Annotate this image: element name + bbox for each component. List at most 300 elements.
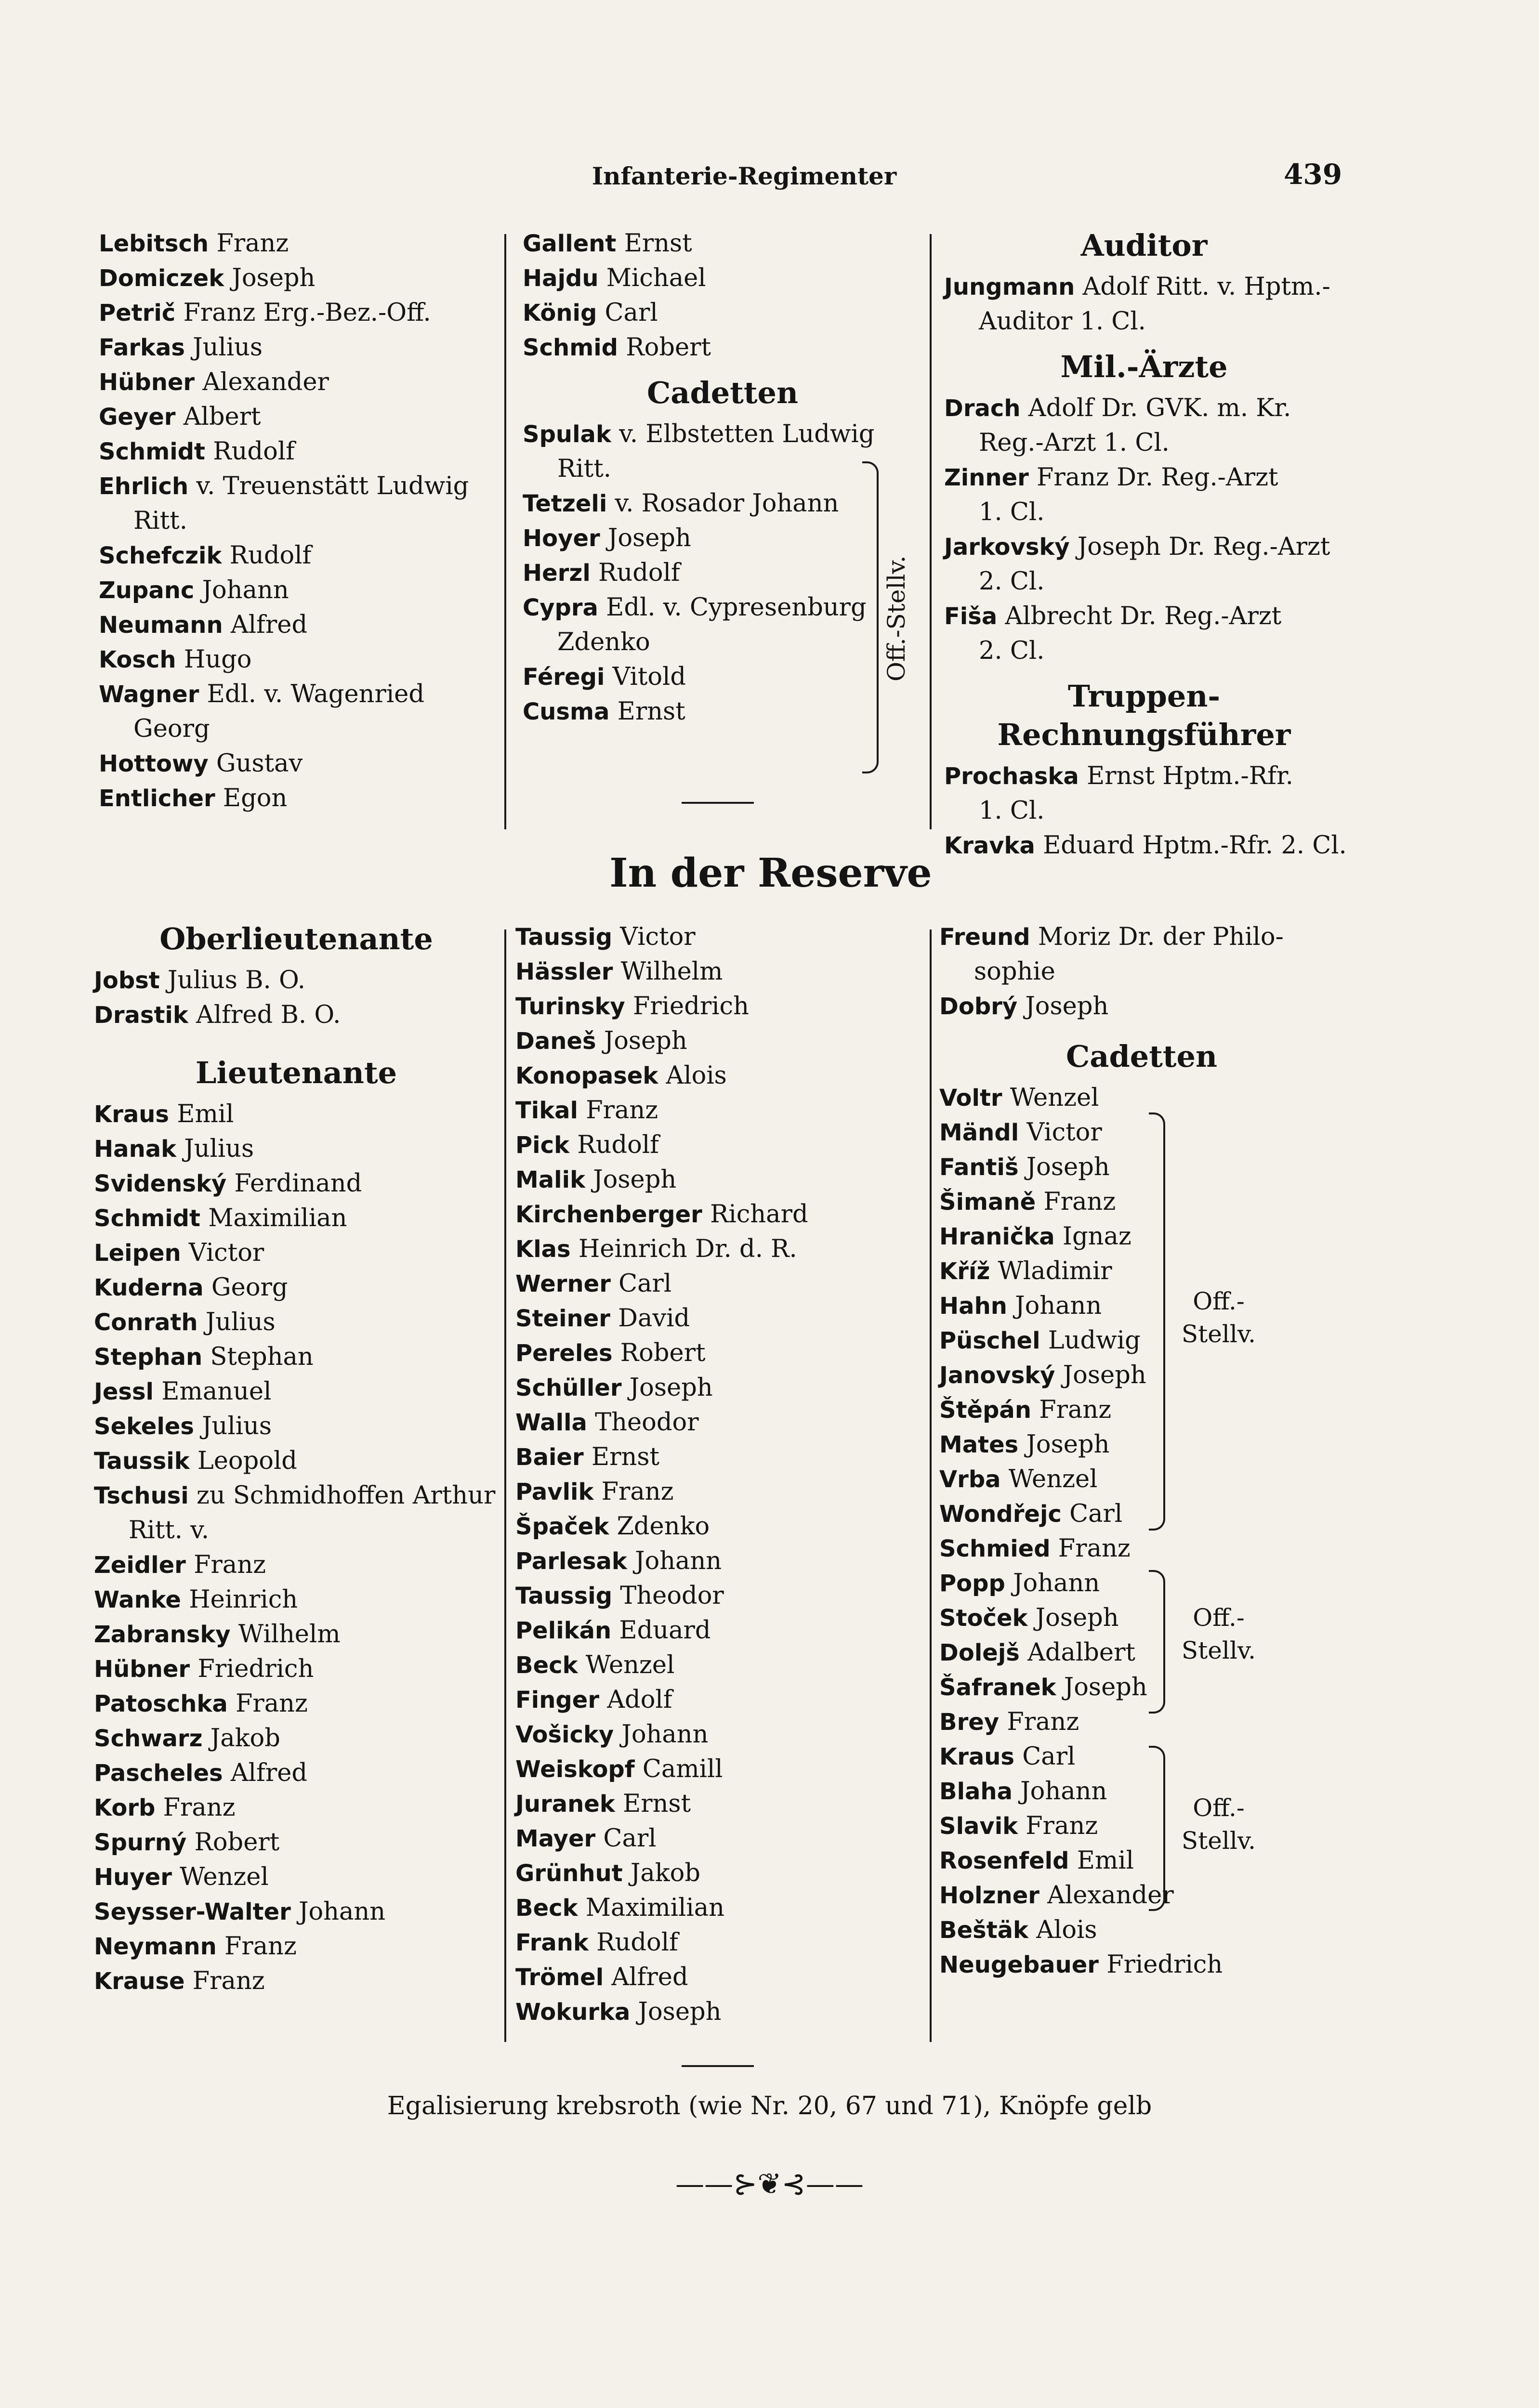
surname: Neumann — [99, 612, 223, 639]
continuation: Auditor 1. Cl. — [979, 307, 1146, 336]
continuation: Ritt. v. — [129, 1516, 210, 1544]
list-entry — [515, 1856, 920, 1891]
given-name: Egon — [223, 784, 288, 812]
given-name: Leopold — [197, 1447, 297, 1475]
given-name: Rudolf — [598, 559, 680, 587]
given-name: Ernst — [622, 1790, 691, 1818]
surname: Juranek — [515, 1791, 615, 1818]
surname: Stephan — [94, 1344, 203, 1371]
list-entry — [939, 920, 1344, 955]
surname: Neymann — [94, 1933, 217, 1960]
bracket-label-1: Off.- Stellv. — [1181, 1287, 1256, 1348]
given-name: David — [618, 1304, 690, 1333]
given-name: Heinrich — [189, 1585, 298, 1614]
surname: Domiczek — [99, 265, 224, 292]
list-entry — [99, 434, 499, 469]
given-name: Stephan — [210, 1343, 314, 1371]
column-rule-right-top — [930, 234, 932, 829]
given-name: Joseph — [629, 1374, 713, 1402]
list-entry — [94, 1721, 499, 1756]
surname: Turinsky — [515, 993, 625, 1020]
surname: Beck — [515, 1652, 578, 1679]
surname: Rosenfeld — [939, 1847, 1069, 1874]
given-name: Johann — [635, 1547, 722, 1575]
surname: Prochaska — [944, 763, 1079, 790]
list-entry — [939, 1670, 1344, 1705]
list-entry — [94, 1097, 499, 1132]
surname: Korb — [94, 1794, 156, 1821]
continuation: 1. Cl. — [979, 797, 1045, 825]
given-name: Friedrich — [1106, 1950, 1223, 1979]
surname: Holzner — [939, 1882, 1039, 1909]
given-name: Alfred — [611, 1963, 688, 1991]
surname: Petrič — [99, 300, 176, 327]
given-name: Albert — [183, 403, 261, 431]
given-name: Adalbert — [1027, 1638, 1135, 1667]
surname: Mayer — [515, 1825, 596, 1852]
given-name: Wenzel — [585, 1651, 675, 1679]
given-name: Theodor — [595, 1408, 699, 1437]
given-name: Camill — [642, 1755, 723, 1783]
surname: Slavik — [939, 1813, 1018, 1840]
surname: Klas — [515, 1236, 571, 1263]
given-name: Alfred B. O. — [196, 1001, 341, 1029]
bracket-label-3: Off.- Stellv. — [1181, 1794, 1256, 1855]
surname: Blaha — [939, 1778, 1013, 1805]
given-name: Adolf — [607, 1686, 672, 1714]
given-name: Carl — [603, 1824, 657, 1853]
list-entry — [94, 1340, 499, 1374]
continuation: Reg.-Arzt 1. Cl. — [979, 429, 1170, 457]
list-entry — [515, 1752, 920, 1787]
surname: Drach — [944, 395, 1021, 422]
list-entry — [94, 1374, 499, 1409]
surname: Grünhut — [515, 1860, 623, 1887]
surname: Vrba — [939, 1466, 1001, 1493]
given-name: Franz Erg.-Bez.-Off. — [183, 299, 431, 327]
surname: Hranička — [939, 1223, 1055, 1250]
surname: Spurný — [94, 1829, 187, 1856]
surname: Pelikán — [515, 1617, 612, 1644]
given-name: Franz — [1039, 1396, 1112, 1424]
surname: Hässler — [515, 958, 613, 985]
list-entry — [515, 1544, 920, 1579]
given-name: Michael — [606, 264, 706, 292]
given-name: Alexander — [1047, 1881, 1174, 1910]
surname: Wanke — [94, 1586, 181, 1613]
list-entry — [515, 1613, 920, 1648]
surname: Janovský — [939, 1362, 1055, 1389]
list-entry — [515, 1059, 920, 1093]
list-entry — [939, 1844, 1344, 1878]
bracket-res-cadets-2 — [1149, 1570, 1165, 1714]
list-entry — [939, 1913, 1344, 1948]
given-name: Franz — [586, 1096, 658, 1125]
given-name: Joseph — [1063, 1361, 1146, 1389]
given-name: Joseph — [1064, 1673, 1147, 1701]
footer-note: Egalisierung krebsroth (wie Nr. 20, 67 und 71), Knöpfe gelb — [387, 2092, 1152, 2120]
list-entry — [515, 1197, 920, 1232]
list-entry — [99, 296, 499, 330]
list-entry — [94, 1791, 499, 1825]
surname: Pavlik — [515, 1479, 594, 1505]
surname: Walla — [515, 1409, 587, 1436]
given-name: Victor — [1026, 1118, 1102, 1147]
list-entry — [939, 1878, 1344, 1913]
list-entry — [94, 1132, 499, 1166]
surname: Entlicher — [99, 785, 215, 812]
list-entry — [939, 1774, 1344, 1809]
given-name: Franz — [1007, 1708, 1079, 1736]
surname: Patoschka — [94, 1690, 228, 1717]
list-entry — [99, 608, 499, 642]
surname: Lebitsch — [99, 230, 209, 257]
surname: Jungmann — [944, 274, 1075, 301]
list-entry — [939, 1081, 1344, 1115]
list-entry — [515, 1821, 920, 1856]
list-entry — [94, 1929, 499, 1964]
given-name: Robert — [194, 1828, 280, 1857]
given-name: zu Schmidhoffen Arthur — [196, 1481, 496, 1510]
surname: Tetzeli — [523, 490, 607, 517]
surname: Seysser-Walter — [94, 1898, 291, 1925]
surname: Herzl — [523, 560, 591, 587]
given-name: Eduard Hptm.-Rfr. 2. Cl. — [1043, 831, 1347, 860]
given-name: Julius — [202, 1412, 272, 1440]
surname: Zabransky — [94, 1621, 231, 1648]
given-name: Johann — [1015, 1292, 1102, 1320]
list-entry — [515, 1925, 920, 1960]
given-name: Emanuel — [161, 1377, 272, 1406]
given-name: Edl. v. Cypresenburg — [606, 593, 867, 622]
list-entry — [515, 1405, 920, 1440]
surname: Freund — [939, 924, 1030, 951]
surname: Kříž — [939, 1258, 990, 1285]
surname: Cusma — [523, 698, 610, 725]
list-entry — [515, 1440, 920, 1475]
surname: Pick — [515, 1132, 570, 1159]
given-name: Wenzel — [1008, 1465, 1098, 1493]
given-name: Johann — [1013, 1569, 1100, 1597]
surname: Špaček — [515, 1513, 609, 1540]
list-entry — [515, 955, 920, 989]
list-entry — [944, 599, 1344, 634]
surname: Schefczik — [99, 542, 222, 569]
list-entry — [99, 781, 499, 816]
given-name: Vitold — [612, 663, 686, 691]
given-name: Ernst — [617, 697, 685, 726]
surname: Neugebauer — [939, 1951, 1099, 1978]
bracket-cadets-top — [862, 461, 879, 773]
surname: Hajdu — [523, 265, 599, 292]
list-entry — [515, 1579, 920, 1613]
continuation: Ritt. — [133, 507, 187, 535]
surname: Mates — [939, 1431, 1019, 1458]
list-entry — [515, 1475, 920, 1509]
list-entry — [515, 1717, 920, 1752]
section-title-cadetten: Cadetten — [646, 375, 799, 410]
surname: Huyer — [94, 1864, 172, 1891]
continuation: 1. Cl. — [979, 498, 1045, 526]
section-title-rechnungsfuehrer: Truppen-Rechnungsführer — [997, 679, 1291, 752]
given-name: Joseph — [1035, 1604, 1119, 1632]
list-entry — [515, 1995, 920, 2029]
surname: Trömel — [515, 1964, 604, 1991]
list-entry — [944, 759, 1344, 794]
given-name: Joseph — [607, 524, 691, 552]
offstellv-vertical-label: Off.-Stellv. — [882, 555, 910, 681]
surname: Mändl — [939, 1119, 1019, 1146]
given-name: Robert — [620, 1339, 706, 1367]
surname: Krause — [94, 1968, 185, 1995]
given-name: Carl — [1022, 1742, 1076, 1771]
list-entry — [515, 1683, 920, 1717]
list-entry — [94, 1305, 499, 1340]
given-name: Wenzel — [180, 1863, 269, 1891]
surname: Leipen — [94, 1240, 181, 1267]
given-name: Zdenko — [617, 1512, 710, 1541]
given-name: Franz — [235, 1689, 308, 1718]
given-name: Theodor — [620, 1582, 724, 1610]
list-entry — [94, 1201, 499, 1236]
given-name: Joseph — [1026, 1430, 1110, 1459]
given-name: Adolf Dr. GVK. m. Kr. — [1028, 394, 1291, 422]
given-name: Franz — [1058, 1534, 1131, 1563]
surname: Schmidt — [94, 1205, 200, 1232]
section-title-lieutenante: Lieutenante — [195, 1055, 397, 1090]
list-entry — [515, 1960, 920, 1995]
surname: Weiskopf — [515, 1756, 635, 1783]
surname: Kraus — [939, 1743, 1014, 1770]
list-entry — [94, 1617, 499, 1652]
surname: Beck — [515, 1895, 578, 1922]
surname: Vošicky — [515, 1721, 614, 1748]
continuation: sophie — [974, 957, 1055, 986]
list-entry — [94, 1895, 499, 1929]
surname: Parlesak — [515, 1548, 627, 1575]
divider-short — [682, 802, 754, 804]
ornament-flourish: ——⊱❦⊰—— — [675, 2167, 864, 2201]
surname: Schmied — [939, 1535, 1051, 1562]
list-entry — [515, 1336, 920, 1371]
list-entry — [99, 746, 499, 781]
given-name: Ludwig — [1048, 1326, 1141, 1355]
section-title-oberlieutenante: Oberlieutenante — [159, 921, 433, 956]
given-name: Victor — [188, 1239, 264, 1267]
given-name: Alexander — [202, 368, 329, 396]
given-name: Franz — [192, 1967, 265, 1995]
list-entry — [94, 1479, 499, 1513]
surname: Kravka — [944, 832, 1035, 859]
given-name: Franz — [163, 1793, 236, 1822]
given-name: Moriz Dr. der Philo- — [1038, 923, 1284, 951]
list-entry — [94, 1444, 499, 1479]
list-entry — [523, 417, 922, 452]
given-name: Franz — [601, 1478, 674, 1506]
list-entry — [515, 989, 920, 1024]
given-name: v. Rosador Johann — [615, 489, 839, 518]
continuation: Georg — [133, 715, 210, 743]
given-name: Albrecht Dr. Reg.-Arzt — [1005, 602, 1282, 630]
list-entry — [94, 1756, 499, 1791]
given-name: v. Treuenstätt Ludwig — [196, 472, 469, 500]
given-name: Jakob — [210, 1724, 280, 1753]
surname: Svidenský — [94, 1170, 227, 1197]
given-name: Alois — [1036, 1916, 1097, 1944]
surname: Féregi — [523, 664, 605, 691]
surname: Tikal — [515, 1097, 578, 1124]
given-name: Wilhelm — [238, 1620, 341, 1649]
given-name: Ernst — [624, 229, 692, 258]
given-name: Joseph — [232, 264, 316, 292]
surname: Hübner — [99, 369, 195, 396]
continuation: 2. Cl. — [979, 567, 1045, 596]
list-entry — [94, 1270, 499, 1305]
given-name: Johann — [1020, 1777, 1107, 1806]
given-name: Franz — [1043, 1188, 1116, 1216]
surname: Štěpán — [939, 1397, 1031, 1424]
surname: Schüller — [515, 1374, 622, 1401]
given-name: Joseph — [638, 1998, 722, 2026]
given-name: Adolf Ritt. v. Hptm.- — [1082, 273, 1330, 301]
running-header: Infanterie-Regimenter — [592, 162, 897, 190]
given-name: Alfred — [230, 1759, 308, 1787]
column-rule-left-bottom — [504, 929, 506, 2042]
section-title-reserve-cadetten: Cadetten — [1065, 1039, 1218, 1074]
column-reserve-right — [939, 920, 1344, 1982]
given-name: Maximilian — [208, 1204, 347, 1232]
list-entry — [939, 1566, 1344, 1601]
list-entry — [944, 530, 1344, 564]
surname: Hoyer — [523, 525, 600, 552]
surname: Tschusi — [94, 1482, 189, 1509]
list-entry — [939, 989, 1344, 1024]
surname: Hahn — [939, 1293, 1007, 1320]
surname: Schwarz — [94, 1725, 203, 1752]
given-name: Julius — [184, 1135, 254, 1163]
surname: Hübner — [94, 1656, 190, 1683]
continuation: Ritt. — [557, 455, 611, 483]
surname: Steiner — [515, 1305, 610, 1332]
given-name: v. Elbstetten Ludwig — [619, 420, 875, 448]
list-entry — [99, 573, 499, 608]
list-entry — [99, 642, 499, 677]
given-name: Eduard — [619, 1616, 711, 1645]
list-entry — [944, 270, 1344, 304]
given-name: Friedrich — [632, 992, 749, 1021]
list-entry — [939, 1185, 1344, 1219]
list-entry — [515, 1267, 920, 1301]
bracket-res-cadets-3 — [1149, 1746, 1165, 1911]
given-name: Joseph — [1026, 1153, 1110, 1181]
list-entry — [99, 261, 499, 296]
surname: Kraus — [94, 1101, 169, 1128]
list-entry — [99, 677, 499, 712]
continuation: Zdenko — [557, 628, 650, 656]
surname: Fantiš — [939, 1154, 1019, 1181]
list-entry — [939, 1497, 1344, 1531]
list-entry — [94, 998, 499, 1033]
list-entry — [515, 1301, 920, 1336]
continuation: 2. Cl. — [979, 637, 1045, 665]
given-name: Jakob — [630, 1859, 701, 1887]
surname: Fiša — [944, 603, 998, 630]
given-name: Richard — [710, 1200, 808, 1229]
list-entry — [939, 1115, 1344, 1150]
given-name: Carl — [605, 299, 658, 327]
surname: Farkas — [99, 334, 185, 361]
given-name: Julius B. O. — [167, 966, 306, 995]
list-entry — [515, 920, 920, 955]
list-entry — [939, 1427, 1344, 1462]
given-name: Hugo — [184, 645, 252, 674]
bracket-label-2: Off.- Stellv. — [1181, 1604, 1256, 1664]
list-entry — [939, 1636, 1344, 1670]
column-reserve-left — [94, 920, 499, 1999]
given-name: Friedrich — [197, 1655, 314, 1683]
surname: Taussig — [515, 1583, 613, 1610]
surname: Jobst — [94, 967, 160, 994]
list-entry — [939, 1219, 1344, 1254]
given-name: Wenzel — [1010, 1084, 1099, 1112]
given-name: Franz — [194, 1551, 266, 1579]
surname: Zeidler — [94, 1552, 186, 1579]
surname: Cypra — [523, 594, 598, 621]
given-name: Robert — [626, 333, 711, 362]
list-entry — [515, 1128, 920, 1163]
list-entry — [944, 460, 1344, 495]
list-entry — [94, 1236, 499, 1270]
surname: König — [523, 300, 597, 327]
given-name: Ferdinand — [234, 1169, 362, 1198]
given-name: Rudolf — [229, 541, 312, 570]
list-entry — [939, 1705, 1344, 1740]
given-name: Rudolf — [213, 437, 295, 466]
surname: Zinner — [944, 464, 1029, 491]
divider-footer — [682, 2065, 754, 2067]
list-entry — [94, 1964, 499, 1999]
list-entry — [939, 1809, 1344, 1844]
given-name: Johann — [202, 576, 289, 604]
given-name: Franz — [1026, 1812, 1098, 1840]
given-name: Victor — [620, 923, 696, 951]
list-entry — [939, 1462, 1344, 1497]
surname: Pereles — [515, 1340, 613, 1367]
section-title-arzte: Mil.-Ärzte — [1060, 349, 1228, 384]
surname: Drastik — [94, 1002, 188, 1029]
given-name: Johann — [299, 1898, 386, 1926]
list-entry — [99, 469, 499, 504]
given-name: Alois — [666, 1061, 727, 1090]
list-entry — [515, 1509, 920, 1544]
surname: Zupanc — [99, 577, 195, 604]
list-entry — [523, 296, 922, 330]
given-name: Franz — [224, 1932, 297, 1961]
given-name: Julius — [193, 333, 263, 362]
surname: Frank — [515, 1929, 589, 1956]
given-name: Joseph Dr. Reg.-Arzt — [1077, 533, 1330, 561]
reserve-title: In der Reserve — [609, 850, 932, 896]
list-entry — [515, 1648, 920, 1683]
given-name: Heinrich Dr. d. R. — [578, 1235, 797, 1263]
list-entry — [99, 400, 499, 434]
column-top-right — [944, 226, 1347, 863]
list-entry — [939, 1531, 1344, 1566]
list-entry — [939, 1289, 1344, 1323]
list-entry — [94, 1409, 499, 1444]
column-rule-left-top — [504, 234, 506, 829]
surname: Kirchenberger — [515, 1201, 702, 1228]
